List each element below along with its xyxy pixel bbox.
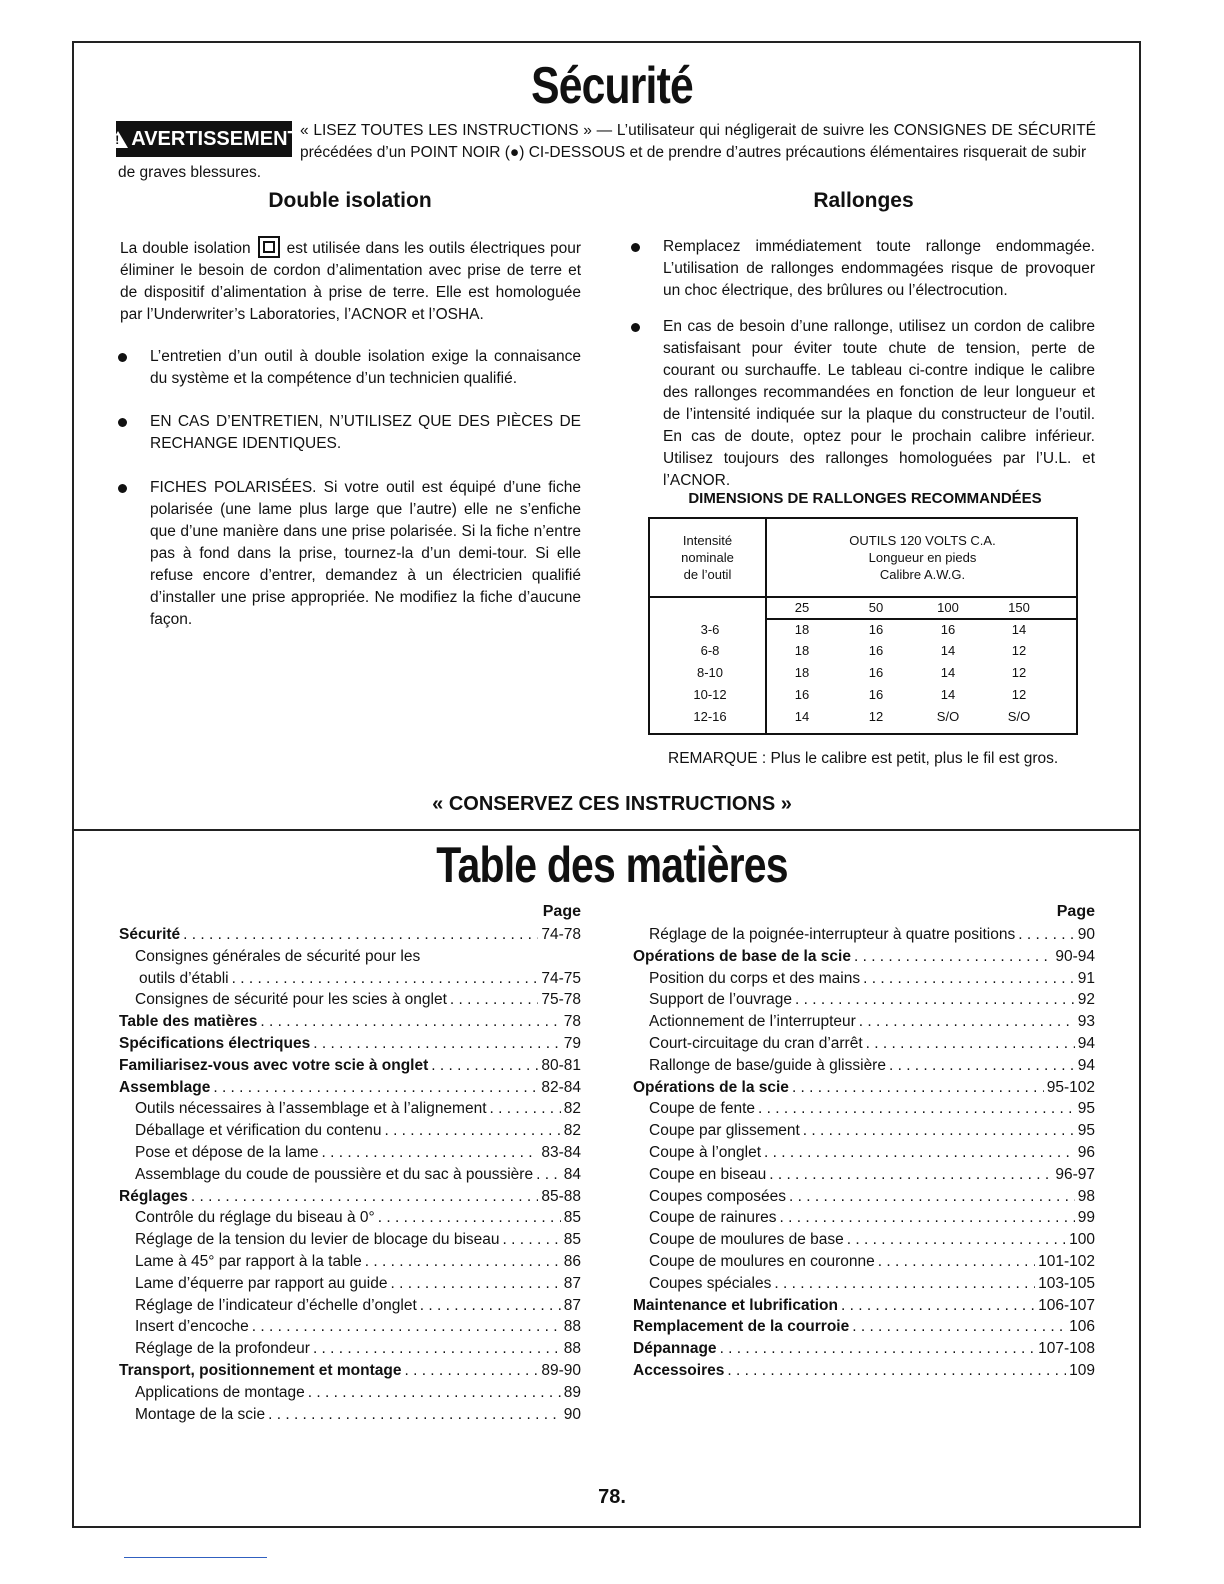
toc-entry: [119, 1295, 581, 1317]
header-line: Intensité: [682, 533, 733, 548]
toc-leader-dots: [378, 1207, 561, 1229]
toc-entry-label: Coupe de fente: [649, 1100, 756, 1118]
toc-entry: [119, 1404, 581, 1426]
toc-entry-page: 95-102: [1046, 1078, 1095, 1096]
toc-entry-label: Coupe à l’onglet: [649, 1143, 762, 1161]
toc-entry: [633, 1360, 1095, 1382]
table-divider: [650, 596, 1076, 598]
warning-text: « LISEZ TOUTES LES INSTRUCTIONS » — L’utilisateur qui négligerait de suivre les CONSIGNES DE SÉCURITÉ précédées d’un POINT NOIR (●) CI-DESSOUS et de prendre d’autres précautions élémentaires risquerait de subir: [300, 122, 1096, 161]
toc-entry: [119, 1273, 581, 1295]
toc-entry: [119, 1251, 581, 1273]
double-isolation-intro: [120, 236, 581, 326]
toc-leader-dots: [841, 1295, 1035, 1317]
gauge-cell: 16: [868, 687, 884, 702]
toc-leader-dots: [431, 1055, 538, 1077]
toc-leader-dots: [313, 1033, 561, 1055]
gauge-cell: 14: [794, 709, 810, 724]
toc-entry-label: Coupes composées: [649, 1187, 786, 1205]
toc-leader-dots: [536, 1164, 561, 1186]
toc-leader-dots: [213, 1077, 538, 1099]
toc-entry-page: 96: [1077, 1143, 1095, 1161]
toc-entry: [633, 924, 1095, 946]
toc-entry-label: Lame d’équerre par rapport au guide: [135, 1274, 388, 1292]
toc-entry: [119, 1055, 581, 1077]
toc-entry: [119, 1164, 581, 1186]
toc-entry-page: 85: [563, 1231, 581, 1249]
toc-entry: [119, 1033, 581, 1055]
toc-entry-page: 74-78: [541, 926, 581, 943]
toc-entry-page: 84: [563, 1165, 581, 1183]
toc-entry: [633, 1207, 1095, 1229]
toc-leader-dots: [852, 1316, 1066, 1338]
toc-entry: [633, 1295, 1095, 1317]
toc-entry-label: Réglage de la poignée-interrupteur à quatre positions: [649, 926, 1016, 943]
toc-entry-page: 92: [1077, 991, 1095, 1009]
toc-entry-label: Consignes de sécurité pour les scies à onglet: [135, 991, 447, 1009]
toc-entry: [633, 946, 1095, 968]
toc-entry-page: 107-108: [1038, 1340, 1095, 1358]
securite-title: Sécurité: [531, 57, 693, 115]
toc-entry-label: Spécifications électriques: [119, 1034, 311, 1052]
toc-entry-page: 78: [563, 1013, 581, 1031]
toc-entry: [119, 924, 581, 946]
toc-entry-page: 98: [1077, 1187, 1095, 1205]
toc-leader-dots: [191, 1186, 538, 1208]
toc-entry-label: Applications de montage: [135, 1383, 305, 1401]
page-number: 78.: [598, 1486, 626, 1508]
toc-entry-page: 90: [563, 1405, 581, 1423]
header-line: OUTILS 120 VOLTS C.A.: [849, 533, 996, 548]
gauge-cell: 12: [1011, 665, 1027, 680]
toc-entry-page: 82-84: [541, 1078, 581, 1096]
toc-entry-label: Insert d’encoche: [135, 1318, 249, 1336]
toc-entry-page: 91: [1077, 969, 1095, 987]
double-isolation-bullet: L’entretien d’un outil à double isolation exige la connaisance du système et la compétence d’un technicien qualifié.: [150, 346, 581, 390]
toc-entry-label: Actionnement de l’interrupteur: [649, 1013, 856, 1031]
gauge-cell: 16: [868, 622, 884, 637]
toc-entry-page: 80-81: [541, 1056, 581, 1074]
toc-entry-label: Outils nécessaires à l’assemblage et à l’alignement: [135, 1100, 487, 1118]
toc-leader-dots: [764, 1142, 1075, 1164]
toc-entry-page: 109: [1069, 1361, 1095, 1379]
toc-entry-label: Maintenance et lubrification: [633, 1296, 838, 1314]
toc-leader-dots: [404, 1360, 538, 1382]
length-columns: [767, 599, 1078, 619]
table-row: [650, 665, 1078, 687]
toc-leader-dots: [854, 946, 1052, 968]
toc-entry-label: Table des matières: [119, 1013, 258, 1031]
double-insulation-icon: [258, 236, 280, 258]
toc-entry: [633, 1142, 1095, 1164]
toc-leader-dots: [774, 1273, 1035, 1295]
toc-entry-label: Déballage et vérification du contenu: [135, 1122, 382, 1140]
table-note: REMARQUE : Plus le calibre est petit, plus le fil est gros.: [668, 750, 1059, 767]
toc-entry-label: Coupe de rainures: [649, 1209, 777, 1227]
table-header-tools: [767, 532, 1078, 583]
warning-badge: [116, 121, 300, 157]
toc-leader-dots: [1018, 924, 1075, 946]
toc-leader-dots: [252, 1316, 561, 1338]
toc-entry-label: Opérations de base de la scie: [633, 947, 851, 965]
header-line: nominale: [681, 550, 734, 565]
amp-cell: 3-6: [700, 622, 720, 637]
toc-leader-dots: [727, 1360, 1066, 1382]
toc-leader-dots: [490, 1098, 561, 1120]
toc-entry-label: Opérations de la scie: [633, 1078, 789, 1096]
toc-entry-label: Assemblage du coude de poussière et du sac à poussière: [135, 1165, 534, 1183]
toc-entry: [633, 1186, 1095, 1208]
warning-text-continued: de graves blessures.: [118, 164, 262, 181]
gauge-cell: 18: [794, 665, 810, 680]
toc-left-column: [119, 900, 581, 1425]
gauge-cell: 16: [794, 687, 810, 702]
gauge-cell: 14: [940, 687, 956, 702]
warning-label: AVERTISSEMENT: [131, 127, 300, 150]
gauge-cell: 18: [794, 622, 810, 637]
toc-entry: [119, 1011, 581, 1033]
toc-entry: [633, 968, 1095, 990]
toc-entry-page: 95: [1077, 1122, 1095, 1140]
toc-entry: [633, 1098, 1095, 1120]
toc-entry: [119, 1338, 581, 1360]
toc-entry: [633, 1164, 1095, 1186]
toc-leader-dots: [450, 989, 538, 1011]
amp-cell: 12-16: [693, 709, 727, 724]
section-divider: [72, 829, 1141, 831]
toc-right-list: [633, 924, 1095, 1382]
double-isolation-bullet: FICHES POLARISÉES. Si votre outil est équipé d’une fiche polarisée (une lame plus large que l’autre) elle ne s’enfiche que d’une manière dans une prise polarisée. Si la fiche n’entre pas à fond dans la prise, tournez-la d’un demi-tour. Si elle refuse encore d’entrer, demandez à un électricien qualifié d’installer une prise appropriée. Ne modifiez la fiche d’aucune façon.: [150, 477, 581, 631]
toc-leader-dots: [803, 1120, 1075, 1142]
toc-entry-page: 100: [1069, 1231, 1095, 1249]
toc-title: Table des matières: [436, 837, 788, 893]
table-row: [650, 709, 1078, 731]
toc-entry-page: 93: [1077, 1013, 1095, 1031]
gauge-cell: 16: [868, 643, 884, 658]
toc-entry: [633, 1338, 1095, 1360]
length-cell: 25: [794, 600, 810, 615]
header-line: Calibre A.W.G.: [879, 567, 966, 582]
toc-leader-dots: [390, 1273, 560, 1295]
toc-entry: [633, 1251, 1095, 1273]
double-isolation-bullet: EN CAS D’ENTRETIEN, N’UTILISEZ QUE DES PIÈCES DE RECHANGE IDENTIQUES.: [150, 411, 581, 455]
toc-entry-label: Support de l’ouvrage: [649, 991, 793, 1009]
keep-instructions: « CONSERVEZ CES INSTRUCTIONS »: [432, 793, 792, 815]
table-row: [650, 622, 1078, 644]
gauge-cell: 12: [1011, 643, 1027, 658]
toc-entry-label: Coupe de moulures en couronne: [649, 1252, 875, 1270]
gauge-cell: 14: [1011, 622, 1027, 637]
toc-entry-page: 106-107: [1038, 1296, 1095, 1314]
toc-entry-label: Transport, positionnement et montage: [119, 1361, 402, 1379]
gauge-cell: 16: [940, 622, 956, 637]
intro-text-b: est utilisée dans les outils électriques pour éliminer le besoin de cordon d’alimentation avec prise de terre et de dispositif d’alimentation à prise de terre. Elle est homologuée par l’Underwriter’s Laboratories, l’ACNOR et l’OSHA.: [120, 240, 581, 323]
rallonges-bullet: Remplacez immédiatement toute rallonge endommagée. L’utilisation de rallonges endommagées risque de provoquer un choc électrique, des brûlures ou l’électrocution.: [663, 236, 1095, 302]
toc-leader-dots: [758, 1098, 1075, 1120]
gauge-cell: S/O: [1007, 709, 1031, 724]
toc-leader-dots: [420, 1295, 561, 1317]
toc-entry-label: Contrôle du réglage du biseau à 0°: [135, 1209, 375, 1227]
toc-leader-dots: [889, 1055, 1075, 1077]
header-line: de l’outil: [683, 567, 732, 582]
toc-entry: [119, 1229, 581, 1251]
toc-entry-label: Coupe par glissement: [649, 1122, 800, 1140]
rallonges-bullet: En cas de besoin d’une rallonge, utilisez un cordon de calibre satisfaisant pour éviter toute chute de tension, perte de courant ou surchauffe. Le tableau ci-contre indique le calibre des rallonges recommandées en fonction de leur longueur et de l’intensité indiquée sur la plaque du constructeur de l’outil. En cas de doute, optez pour le prochain calibre inférieur. Utilisez toujours des rallonges homologuées par l’U.L. et l’ACNOR.: [663, 316, 1095, 492]
toc-entry-page: 86: [563, 1252, 581, 1270]
gauge-cell: S/O: [936, 709, 960, 724]
toc-leader-dots: [866, 1033, 1075, 1055]
toc-entry: [119, 1077, 581, 1099]
toc-entry: [119, 1120, 581, 1142]
amp-cell: 10-12: [693, 687, 727, 702]
warning-triangle-icon: [108, 131, 128, 148]
toc-entry-label: Coupe de moulures de base: [649, 1231, 844, 1249]
toc-entry-label: outils d’établi: [139, 969, 229, 987]
intro-text-a: La double isolation: [120, 240, 251, 257]
toc-entry-label: Rallonge de base/guide à glissière: [649, 1056, 886, 1074]
toc-leader-dots: [322, 1142, 539, 1164]
table-header-amperage: [650, 532, 765, 583]
toc-entry-page: 83-84: [541, 1143, 581, 1161]
toc-entry-label: Familiarisez-vous avec votre scie à onglet: [119, 1056, 429, 1074]
toc-entry-label: Réglage de la profondeur: [135, 1340, 310, 1358]
toc-entry-label: Court-circuitage du cran d’arrêt: [649, 1034, 863, 1052]
toc-entry-page: 82: [563, 1122, 581, 1140]
amp-cell: 6-8: [700, 643, 720, 658]
toc-entry: [119, 946, 581, 968]
toc-entry-page: 94: [1077, 1034, 1095, 1052]
toc-entry: [119, 1360, 581, 1382]
table-row: [650, 687, 1078, 709]
toc-leader-dots: [878, 1251, 1035, 1273]
header-line: Longueur en pieds: [868, 550, 977, 565]
toc-entry-label: Coupes spéciales: [649, 1274, 772, 1292]
toc-entry-page: 75-78: [541, 991, 581, 1009]
toc-entry-label: Réglage de la tension du levier de blocage du biseau: [135, 1231, 500, 1249]
toc-leader-dots: [847, 1229, 1066, 1251]
gauge-cell: 16: [868, 665, 884, 680]
toc-entry-page: 90: [1077, 926, 1095, 943]
toc-leader-dots: [780, 1207, 1075, 1229]
toc-entry: [119, 1207, 581, 1229]
gauge-cell: 12: [868, 709, 884, 724]
length-cell: 150: [1008, 600, 1030, 615]
toc-leader-dots: [232, 968, 539, 990]
toc-page-header: Page: [1056, 903, 1095, 920]
toc-entry: [119, 1142, 581, 1164]
toc-entry: [633, 1229, 1095, 1251]
gauge-cell: 12: [1011, 687, 1027, 702]
toc-right-column: [633, 900, 1095, 1382]
toc-entry: [633, 989, 1095, 1011]
toc-entry-page: 85: [563, 1209, 581, 1227]
double-isolation-heading: Double isolation: [268, 189, 432, 212]
toc-entry: [633, 1316, 1095, 1338]
toc-entry-page: 89-90: [541, 1361, 581, 1379]
gauge-cell: 18: [794, 643, 810, 658]
toc-entry: [633, 1120, 1095, 1142]
toc-leader-dots: [769, 1164, 1052, 1186]
toc-leader-dots: [313, 1338, 561, 1360]
toc-entry-label: Réglage de l’indicateur d’échelle d’onglet: [135, 1296, 417, 1314]
toc-entry-page: 103-105: [1038, 1274, 1095, 1292]
toc-entry-label: Consignes générales de sécurité pour les: [135, 947, 421, 965]
toc-entry-page: 106: [1069, 1318, 1095, 1336]
toc-entry-page: 87: [563, 1296, 581, 1314]
toc-entry-label: Montage de la scie: [135, 1405, 266, 1423]
toc-entry-page: 79: [563, 1034, 581, 1052]
toc-entry-label: Pose et dépose de la lame: [135, 1143, 319, 1161]
toc-entry: [119, 1098, 581, 1120]
toc-entry: [119, 1382, 581, 1404]
toc-entry-label: Lame à 45° par rapport à la table: [135, 1252, 362, 1270]
toc-entry-page: 88: [563, 1318, 581, 1336]
length-cell: 50: [868, 600, 884, 615]
toc-entry: [633, 1011, 1095, 1033]
toc-leader-dots: [863, 968, 1075, 990]
toc-leader-dots: [859, 1011, 1075, 1033]
toc-entry-label: Accessoires: [633, 1361, 725, 1379]
toc-left-list: [119, 924, 581, 1425]
toc-entry-label: Dépannage: [633, 1340, 717, 1358]
toc-entry-page: 94: [1077, 1056, 1095, 1074]
toc-leader-dots: [384, 1120, 560, 1142]
toc-entry-label: Assemblage: [119, 1078, 211, 1096]
toc-entry-page: 99: [1077, 1209, 1095, 1227]
toc-leader-dots: [789, 1186, 1075, 1208]
toc-leader-dots: [795, 989, 1075, 1011]
toc-entry-page: 88: [563, 1340, 581, 1358]
bottom-link-line: [124, 1557, 267, 1558]
toc-entry-label: Remplacement de la courroie: [633, 1318, 850, 1336]
toc-leader-dots: [365, 1251, 561, 1273]
toc-entry: [119, 1186, 581, 1208]
length-cell: 100: [937, 600, 959, 615]
toc-entry-label: Sécurité: [119, 926, 181, 943]
toc-entry-page: 85-88: [541, 1187, 581, 1205]
toc-entry-label: Réglages: [119, 1187, 188, 1205]
toc-page-header: Page: [542, 903, 581, 920]
gauge-cell: 14: [940, 665, 956, 680]
toc-entry-page: 74-75: [541, 969, 581, 987]
toc-entry-page: 82: [563, 1100, 581, 1118]
toc-leader-dots: [260, 1011, 560, 1033]
table-title: DIMENSIONS DE RALLONGES RECOMMANDÉES: [688, 490, 1042, 507]
toc-entry-label: Coupe en biseau: [649, 1165, 767, 1183]
toc-entry-page: 95: [1077, 1100, 1095, 1118]
toc-entry-page: 96-97: [1055, 1165, 1095, 1183]
toc-leader-dots: [308, 1382, 561, 1404]
toc-entry-page: 101-102: [1038, 1252, 1095, 1270]
toc-entry: [633, 1055, 1095, 1077]
toc-entry: [119, 1316, 581, 1338]
toc-entry: [633, 1077, 1095, 1099]
toc-entry: [633, 1273, 1095, 1295]
table-row: [650, 643, 1078, 665]
toc-entry-page: 87: [563, 1274, 581, 1292]
toc-entry: [119, 968, 581, 990]
toc-entry-label: Position du corps et des mains: [649, 969, 861, 987]
toc-leader-dots: [183, 924, 538, 946]
amp-cell: 8-10: [696, 665, 724, 680]
extension-cord-table: [648, 517, 1078, 735]
gauge-cell: 14: [940, 643, 956, 658]
toc-leader-dots: [720, 1338, 1036, 1360]
toc-leader-dots: [792, 1077, 1044, 1099]
toc-entry: [119, 989, 581, 1011]
toc-leader-dots: [268, 1404, 561, 1426]
rallonges-heading: Rallonges: [813, 189, 914, 212]
toc-entry-page: 90-94: [1055, 947, 1095, 965]
toc-leader-dots: [503, 1229, 561, 1251]
toc-entry-page: 89: [563, 1383, 581, 1401]
toc-entry: [633, 1033, 1095, 1055]
